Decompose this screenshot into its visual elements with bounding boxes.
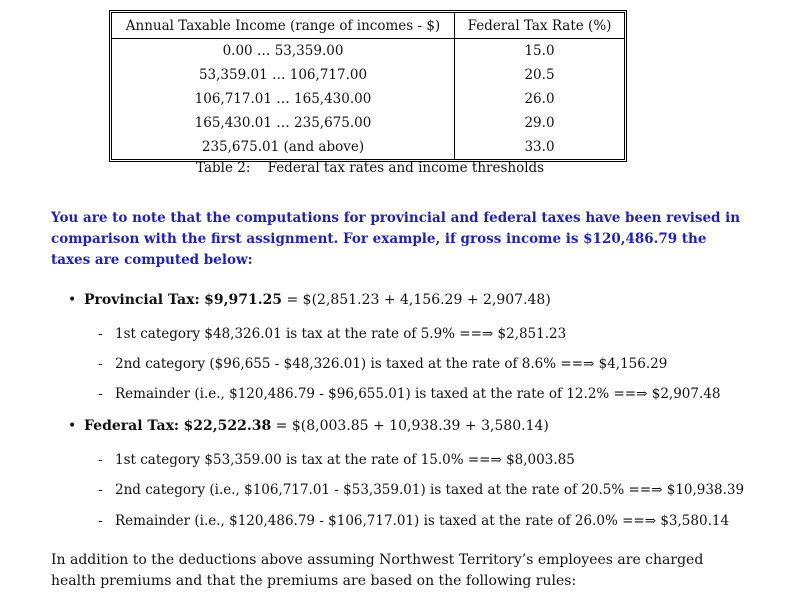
table-header-row — [112, 13, 624, 39]
caption-label: Table 2: — [196, 160, 251, 176]
federal-item — [98, 452, 575, 468]
tax-rate-header: Federal Tax Rate (%) — [455, 13, 624, 39]
dash-icon: - — [98, 452, 103, 468]
provincial-tax-amount: $9,971.25 — [204, 292, 283, 308]
provincial-item-text: 1st category $48,326.01 is tax at the rate of 5.9% ==⇒ $2,851.23 — [115, 326, 567, 342]
income-range-cell: 53,359.01 … 106,717.00 — [112, 63, 455, 87]
dash-icon: - — [98, 356, 103, 372]
federal-tax-amount: $22,522.38 — [183, 418, 272, 434]
tax-rate-cell: 15.0 — [524, 43, 555, 59]
table-row — [112, 87, 624, 111]
federal-item-text: Remainder (i.e., $120,486.79 - $106,717.01) is taxed at the rate of 26.0% ==⇒ $3,580.14 — [115, 513, 730, 529]
caption-text: Federal tax rates and income thresholds — [267, 160, 545, 176]
income-range-cell: 106,717.01 … 165,430.00 — [112, 87, 455, 111]
provincial-item-text: 2nd category ($96,655 - $48,326.01) is taxed at the rate of 8.6% ==⇒ $4,156.29 — [115, 356, 668, 372]
tax-rate-cell: 33.0 — [524, 139, 555, 155]
federal-item — [98, 513, 729, 529]
federal-tax-table — [111, 12, 625, 160]
dash-icon: - — [98, 386, 103, 402]
income-range-header: Annual Taxable Income (range of incomes - $) — [112, 13, 455, 39]
dash-icon: - — [98, 482, 103, 498]
table-caption — [196, 160, 544, 176]
income-range-cell: 165,430.01 … 235,675.00 — [112, 111, 455, 135]
table-row — [112, 111, 624, 135]
federal-item-text: 2nd category (i.e., $106,717.01 - $53,359.01) is taxed at the rate of 20.5% ==⇒ $10,938.39 — [115, 482, 745, 498]
income-range-cell: 235,675.01 (and above) — [112, 135, 455, 159]
bullet-icon: • — [68, 292, 77, 308]
provincial-tax-bullet — [68, 292, 551, 308]
provincial-tax-formula: = $(2,851.23 + 4,156.29 + 2,907.48) — [282, 292, 551, 308]
federal-tax-formula: = $(8,003.85 + 10,938.39 + 3,580.14) — [271, 418, 549, 434]
closing-paragraph: In addition to the deductions above assuming Northwest Territory’s employees are charged health premiums and that the premiums are based on the following rules: — [51, 552, 704, 589]
provincial-tax-label: Provincial Tax: — [84, 292, 200, 308]
dash-icon: - — [98, 326, 103, 342]
federal-tax-label: Federal Tax: — [84, 418, 180, 434]
revision-note: You are to note that the computations for provincial and federal taxes have been revised in comparison with the first assignment. For example, if gross income is $120,486.79 the taxes are computed below: — [51, 210, 741, 268]
provincial-item — [98, 356, 667, 372]
tax-rate-cell: 20.5 — [524, 67, 555, 83]
tax-rate-cell: 29.0 — [524, 115, 555, 131]
provincial-item — [98, 386, 720, 402]
federal-tax-bullet — [68, 418, 549, 434]
table-row — [112, 63, 624, 87]
provincial-item — [98, 326, 566, 342]
federal-item-text: 1st category $53,359.00 is tax at the rate of 15.0% ==⇒ $8,003.85 — [115, 452, 575, 468]
bullet-icon: • — [68, 418, 77, 434]
federal-item — [98, 482, 744, 498]
provincial-item-text: Remainder (i.e., $120,486.79 - $96,655.01) is taxed at the rate of 12.2% ==⇒ $2,907.48 — [115, 386, 721, 402]
income-range-cell: 0.00 … 53,359.00 — [112, 39, 455, 63]
table-row — [112, 39, 624, 63]
dash-icon: - — [98, 513, 103, 529]
tax-rate-cell: 26.0 — [524, 91, 555, 107]
table-row — [112, 135, 624, 159]
